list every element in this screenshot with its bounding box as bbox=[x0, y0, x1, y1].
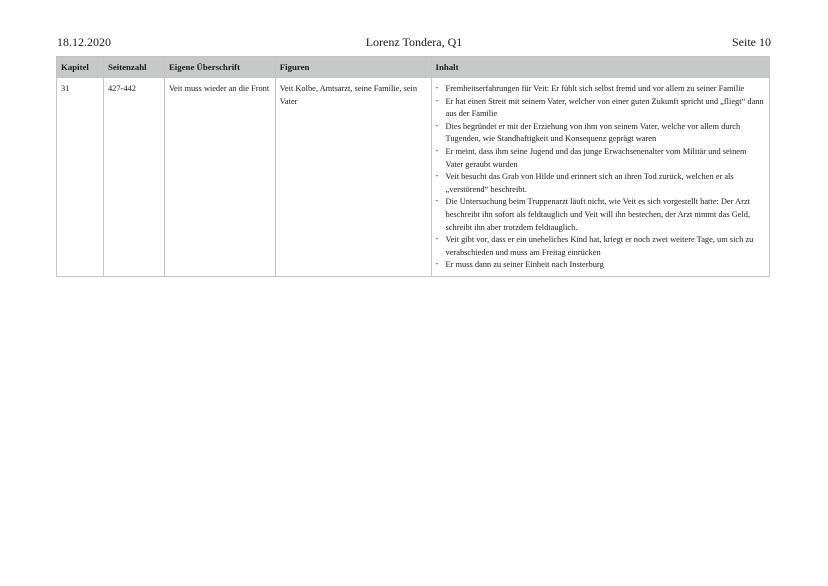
bullet-dash: - bbox=[435, 259, 439, 269]
list-item-text: Er muss dann zu seiner Einheit nach Insterburg bbox=[445, 260, 604, 270]
column-header-inhalt: Inhalt bbox=[431, 57, 769, 78]
header-author: Lorenz Tondera, Q1 bbox=[365, 35, 463, 49]
chapter-table bbox=[56, 56, 770, 277]
inhalt-list bbox=[436, 83, 765, 272]
list-item bbox=[436, 259, 765, 272]
cell-seitenzahl: 427-442 bbox=[103, 78, 164, 277]
list-item bbox=[436, 146, 765, 171]
bullet-dash: - bbox=[435, 120, 439, 130]
list-item-text: Dies begründet er mit der Erziehung von ihm von seinem Vater, welche vor allem durch Tugenden, wie Standhaftigkeit und Konsequenz geprägt waren bbox=[445, 121, 741, 144]
table-row bbox=[57, 78, 770, 277]
list-item bbox=[436, 196, 765, 234]
list-item-text: Er meint, dass ihm seine Jugend und das junge Erwachsenenalter vom Militär und seinem Vater geraubt wurden bbox=[445, 146, 747, 169]
column-header-kapitel: Kapitel bbox=[57, 57, 104, 78]
list-item-text: Die Untersuchung beim Truppenarzt läuft nicht, wie Veit es sich vorgestellt hatte: Der Arzt beschreibt ihn sofort als feldtauglich und Veit will ihn bestechen, der Arzt nimmt das Geld, schreibt ihn aber trotzdem feldtauglich. bbox=[445, 197, 751, 232]
cell-ueberschrift: Veit muss wieder an die Front bbox=[164, 78, 275, 277]
bullet-dash: - bbox=[435, 83, 439, 92]
header-date: 18.12.2020 bbox=[57, 35, 111, 49]
bullet-dash: - bbox=[435, 234, 439, 244]
column-header-figuren: Figuren bbox=[275, 57, 431, 78]
cell-kapitel: 31 bbox=[57, 78, 104, 277]
bullet-dash: - bbox=[435, 196, 439, 206]
table-header-row bbox=[57, 57, 770, 78]
list-item-text: Fremheitserfahrungen für Veit: Er fühlt sich selbst fremd und vor allem zu seiner Familie bbox=[445, 84, 745, 93]
list-item bbox=[436, 171, 765, 196]
column-header-ueberschrift: Eigene Überschrift bbox=[164, 57, 275, 78]
column-header-seitenzahl: Seitenzahl bbox=[103, 57, 164, 78]
list-item bbox=[436, 96, 765, 121]
bullet-dash: - bbox=[435, 95, 439, 105]
cell-figuren: Veit Kolbe, Amtsarzt, seine Familie, sein Vater bbox=[275, 78, 431, 277]
bullet-dash: - bbox=[435, 145, 439, 155]
list-item bbox=[436, 121, 765, 146]
list-item bbox=[436, 234, 765, 259]
list-item-text: Er hat einen Streit mit seinem Vater, welcher von einer guten Zukunft spricht und „fliegt“ dann aus der Familie bbox=[445, 96, 764, 119]
list-item-text: Veit besucht das Grab von Hilde und erinnert sich an ihren Tod zurück, welchen er als „verstörend“ beschreibt. bbox=[445, 172, 734, 194]
list-item-text: Veit gibt vor, dass er ein uneheliches Kind hat, kriegt er noch zwei weitere Tage, um sich zu verabschieden und muss am Freitag einrücken bbox=[445, 235, 754, 257]
header-page-number: Seite 10 bbox=[732, 35, 771, 49]
page-header bbox=[57, 35, 771, 51]
bullet-dash: - bbox=[435, 171, 439, 181]
list-item bbox=[436, 83, 765, 96]
cell-inhalt bbox=[431, 78, 769, 277]
